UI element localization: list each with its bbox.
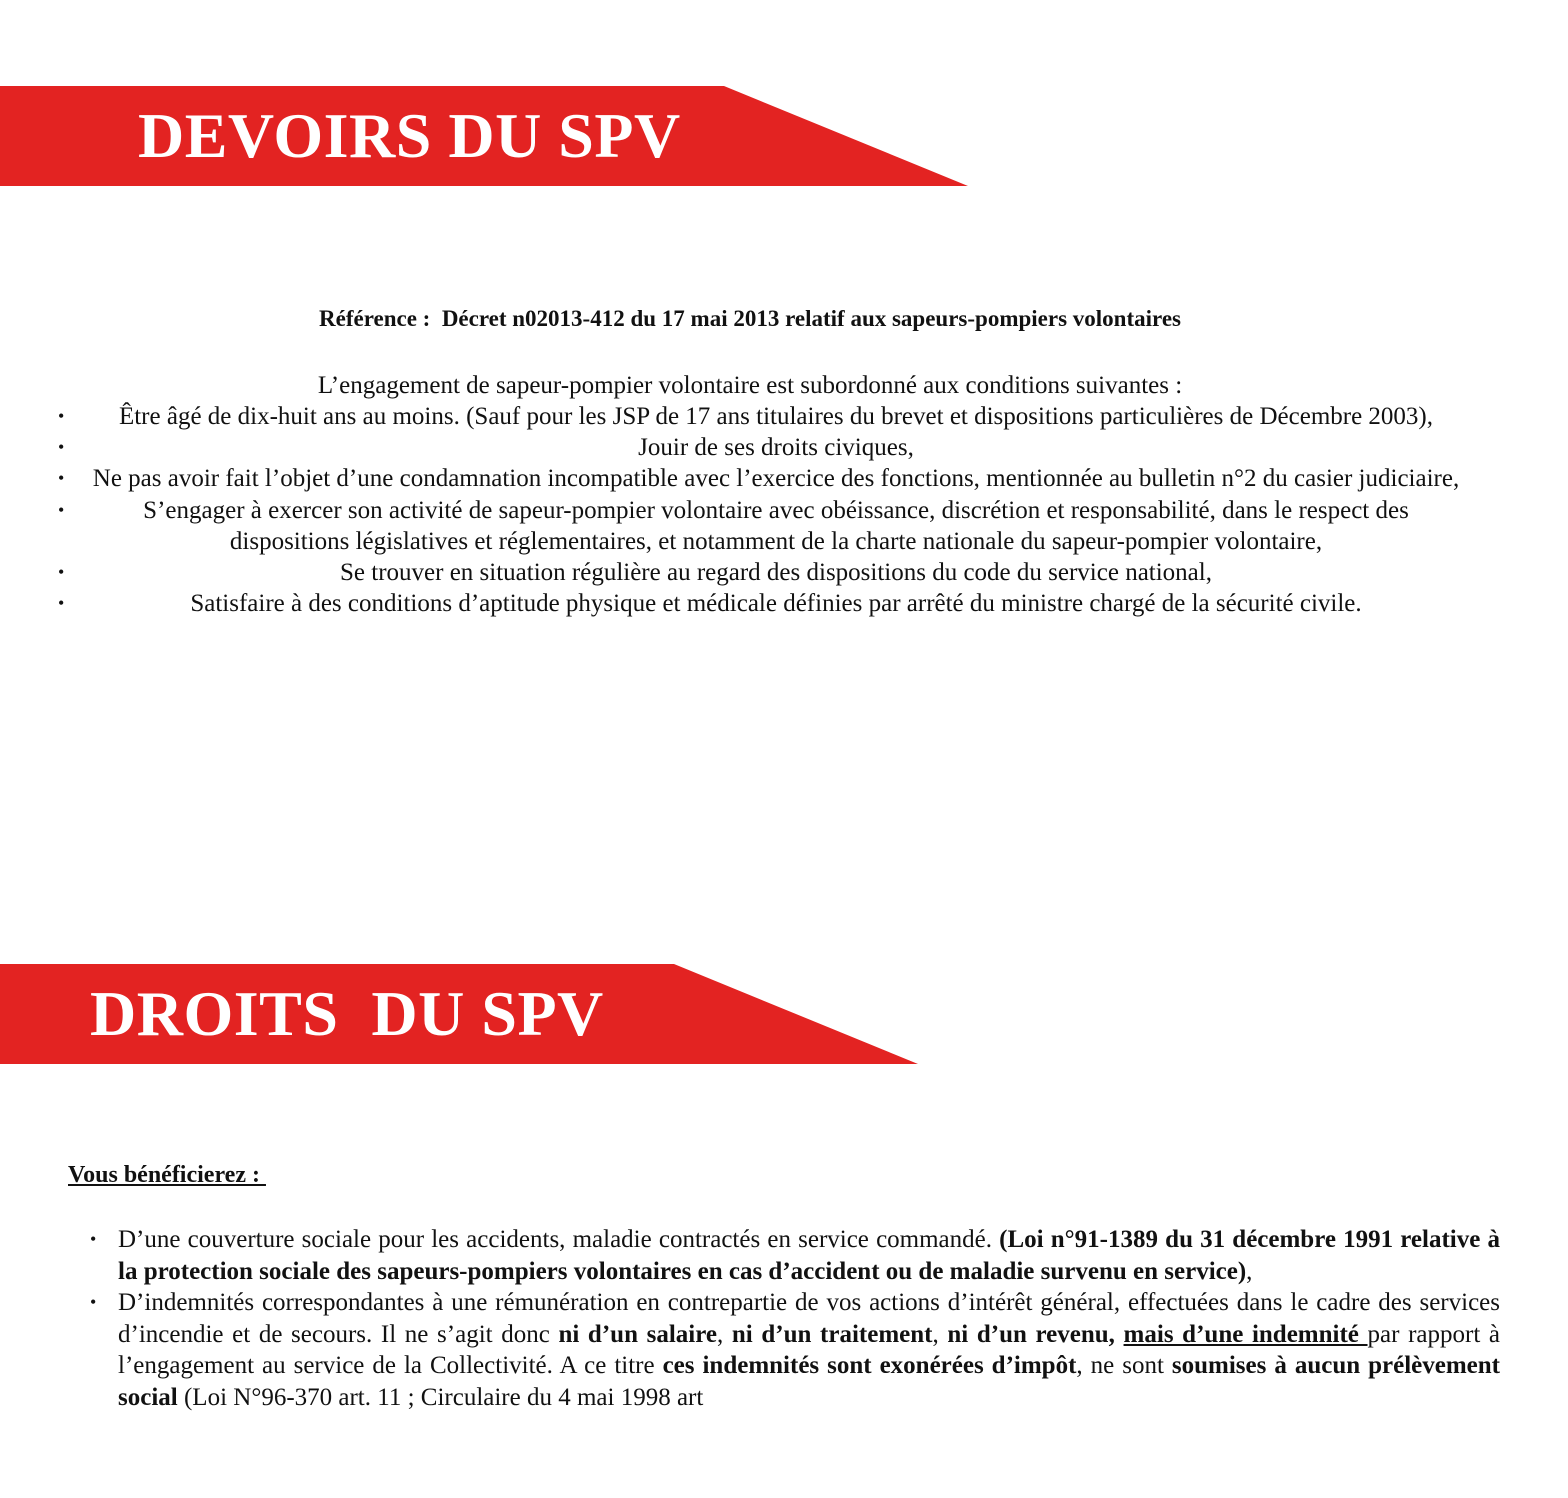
devoirs-banner <box>0 86 968 186</box>
bullet-icon: • <box>58 406 65 426</box>
list-item: • D’une couverture sociale pour les accidents, maladie contractés en service commandé. (Loi n°91-1389 du 31 décembre 1991 relative à la protection sociale des sapeurs-pompiers volontaires en cas d’accident ou de maladie survenu en service), <box>90 1226 1500 1285</box>
bullet-icon: • <box>90 1292 97 1312</box>
droits-title: DROITS DU SPV <box>90 978 604 1049</box>
benefits-list <box>90 1224 1501 1413</box>
list-item: • Jouir de ses droits civiques, <box>88 432 1464 463</box>
conditions-intro: L’engagement de sapeur-pompier volontaire est subordonné aux conditions suivantes : <box>317 372 1183 399</box>
bullet-icon: • <box>58 562 65 583</box>
droits-banner <box>0 964 918 1064</box>
list-item: • Être âgé de dix-huit ans au moins. (Sauf pour les JSP de 17 ans titulaires du brevet et dispositions particulières de Décembre 2003), <box>88 401 1464 432</box>
bullet-icon: • <box>58 499 65 520</box>
bullet-icon: • <box>90 1229 97 1249</box>
bullet-icon: • <box>58 468 65 489</box>
devoirs-title: DEVOIRS DU SPV <box>138 100 681 171</box>
reference-line: Référence : Décret n02013-412 du 17 mai 2013 relatif aux sapeurs-pompiers volontaires <box>319 306 1181 331</box>
bullet-icon: • <box>58 593 65 614</box>
list-item: • D’indemnités correspondantes à une rémunération en contrepartie de vos actions d’intérêt général, effectuées dans le cadre des services d’incendie et de secours. Il ne s’agit donc ni d’un salaire, ni d’un traitement, ni d’un revenu, mais d’une indemnité par rapport à l’engagement au service de la Collectivité. A ce titre ces indemnités sont exonérées d’impôt, ne sont soumises à aucun prélèvement social (Loi N°96-370 art. 11 ; Circulaire du 4 mai 1998 art <box>90 1289 1501 1411</box>
list-item: • S’engager à exercer son activité de sapeur-pompier volontaire avec obéissance, discrétion et responsabilité, dans le respect des dispositions législatives et réglementaires, et notamment de la charte nationale du sapeur-pompier volontaire, <box>58 496 1409 555</box>
list-item: • Se trouver en situation régulière au regard des dispositions du code du service national, <box>88 557 1464 588</box>
conditions-list <box>58 401 1464 619</box>
list-item: • Ne pas avoir fait l’objet d’une condamnation incompatible avec l’exercice des fonctions, mentionnée au bulletin n°2 du casier judiciaire, <box>88 463 1464 494</box>
bullet-icon: • <box>58 437 65 458</box>
benefits-heading: Vous bénéficierez : <box>68 1162 266 1188</box>
list-item: • Satisfaire à des conditions d’aptitude physique et médicale définies par arrêté du ministre chargé de la sécurité civile. <box>88 588 1464 619</box>
